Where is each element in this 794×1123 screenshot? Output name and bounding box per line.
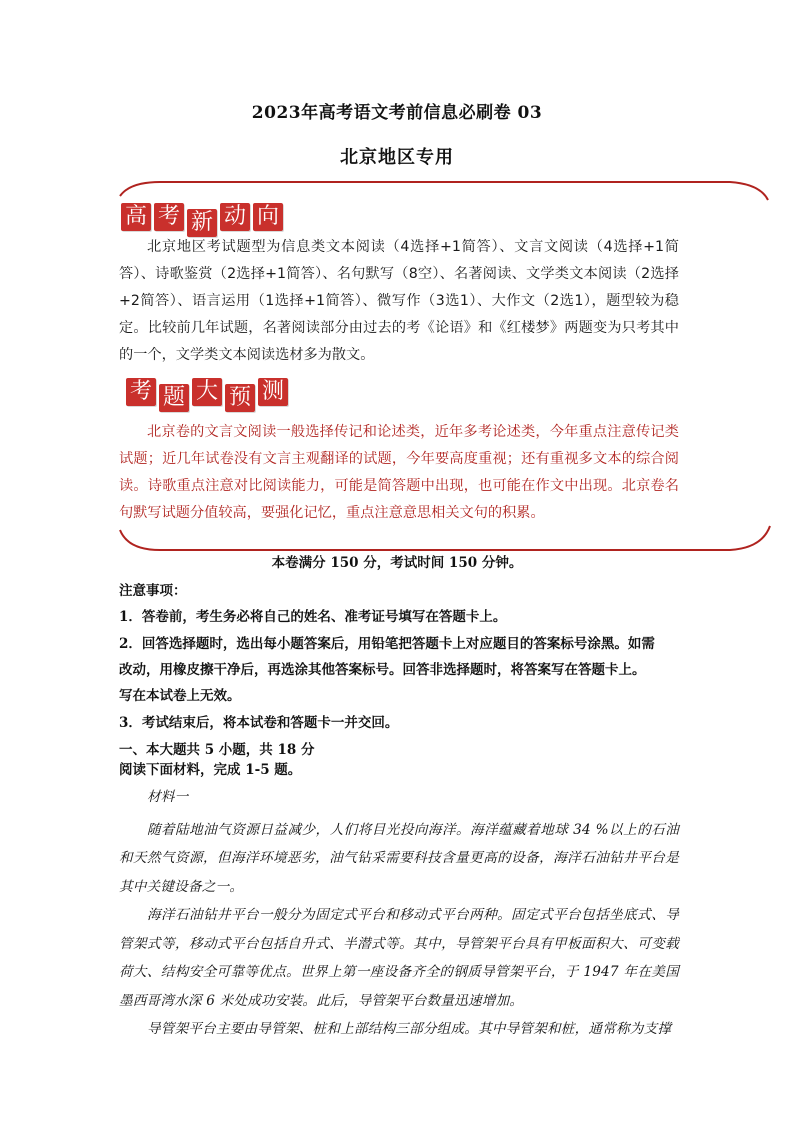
material-paragraph-2: 海洋石油钻井平台一般分为固定式平台和移动式平台两种。固定式平台包括坐底式、导管架式等，移动式平台包括自升式、半潜式等。其中，导管架平台具有甲板面积大、可变载荷大、结构安全可靠等优点。世界上第一座设备齐全的钢质导管架平台，于 1947 年在美国墨西哥湾水深 6 米处成功安装。此后，导管架平台数量迅速增加。 (119, 907, 679, 1009)
banner-char-4: 预 (225, 384, 255, 412)
banner-char-1: 考 (126, 378, 156, 406)
material-label: 材料一 (147, 789, 189, 805)
banner-char-4: 动 (220, 203, 250, 231)
banner-exam-prediction (126, 378, 291, 412)
section-new-text: 北京地区考试题型为信息类文本阅读（4选择+1简答）、文言文阅读（4选择+1简答）、诗歌鉴赏（2选择+1简答）、名句默写（8空）、名著阅读、文学类文本阅读（2选择+2简答）、语言运用（1选择+1简答）、微写作（3选1）、大作文（2选1），题型较为稳定。比较前几年试题，名著阅读部分由过去的考《论语》和《红楼梦》两题变为只考其中的一个，文学类文本阅读选材多为散文。 (119, 239, 679, 363)
page-subtitle: 北京地区专用 (340, 147, 454, 168)
banner-char-2: 考 (154, 203, 184, 231)
score-line: 本卷满分 150 分，考试时间 150 分钟。 (271, 555, 523, 571)
banner-char-5: 测 (258, 378, 288, 406)
notice-item-2b: 改动，用橡皮擦干净后，再选涂其他答案标号。回答非选择题时，将答案写在答题卡上。 (119, 662, 646, 678)
reading-instruction: 阅读下面材料，完成 1-5 题。 (119, 762, 302, 778)
banner-char-3: 大 (192, 378, 222, 406)
material-paragraph-1: 随着陆地油气资源日益减少，人们将目光投向海洋。海洋蕴藏着地球 34 %以上的石油和天然气资源，但海洋环境恶劣，油气钻采需要科技含量更高的设备，海洋石油钻井平台是其中关键设备之一。 (119, 821, 679, 895)
page-title: 2023年高考语文考前信息必刷卷 03 (251, 103, 543, 123)
notice-item-3: 3．考试结束后，将本试卷和答题卡一并交回。 (119, 715, 399, 731)
banner-char-1: 高 (121, 203, 151, 231)
part-1-heading: 一、本大题共 5 小题，共 18 分 (119, 742, 315, 758)
banner-char-2: 题 (159, 384, 189, 412)
banner-char-5: 向 (253, 203, 283, 231)
material-paragraph-3: 导管架平台主要由导管架、桩和上部结构三部分组成。其中导管架和桩，通常称为支撑 (147, 1021, 672, 1037)
notice-item-2a: 2．回答选择题时，选出每小题答案后，用铅笔把答题卡上对应题目的答案标号涂黑。如需 (119, 636, 655, 652)
notice-item-2c: 写在本试卷上无效。 (119, 688, 241, 704)
notice-heading: 注意事项： (119, 583, 187, 599)
banner-char-3: 新 (187, 209, 217, 237)
banner-new-trends (121, 203, 286, 237)
notice-item-1: 1．答卷前，考生务必将自己的姓名、准考证号填写在答题卡上。 (119, 609, 507, 625)
material-body (119, 783, 679, 1044)
section-predict-text: 北京卷的文言文阅读一般选择传记和论述类，近年多考论述类，今年重点注意传记类试题；近几年试卷没有文言主观翻译的试题，今年要高度重视；还有重视多文本的综合阅读。诗歌重点注意对比阅读能力，可能是简答题中出现，也可能在作文中出现。北京卷名句默写试题分值较高，要强化记忆，重点注意意思相关文句的积累。 (119, 424, 679, 521)
